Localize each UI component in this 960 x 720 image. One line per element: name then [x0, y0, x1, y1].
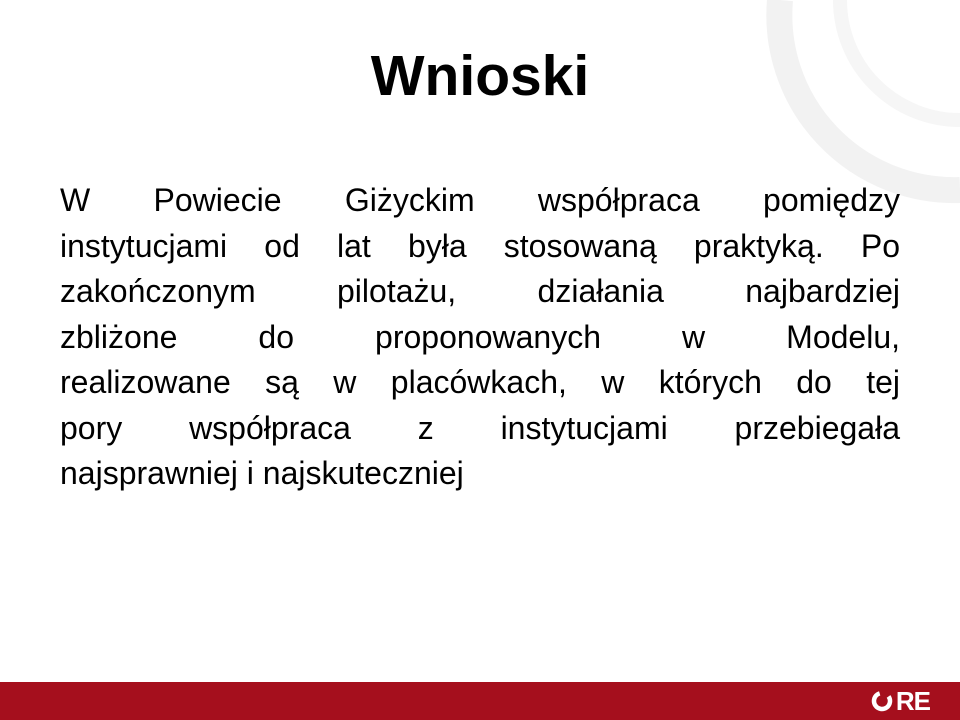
body-line: W Powiecie Giżyckim współpraca pomiędzy: [60, 182, 900, 218]
ore-logo-text: RE: [895, 686, 930, 716]
slide-body-paragraph: [60, 178, 900, 497]
body-line: zbliżone do proponowanych w Modelu,: [60, 318, 900, 355]
ore-logo: [871, 688, 930, 714]
ore-logo-circle-icon: [871, 690, 893, 712]
body-line: instytucjami od lat była stosowaną praktyką. Po: [60, 227, 900, 264]
slide-title: Wnioski: [370, 44, 590, 108]
footer-bar: [0, 682, 960, 720]
body-line: realizowane są w placówkach, w których do tej: [60, 364, 900, 400]
body-line: pory współpraca z instytucjami przebiegała: [60, 409, 900, 446]
body-line: najsprawniej i najskuteczniej: [60, 455, 464, 491]
body-line: zakończonym pilotażu, działania najbardziej: [60, 273, 900, 309]
